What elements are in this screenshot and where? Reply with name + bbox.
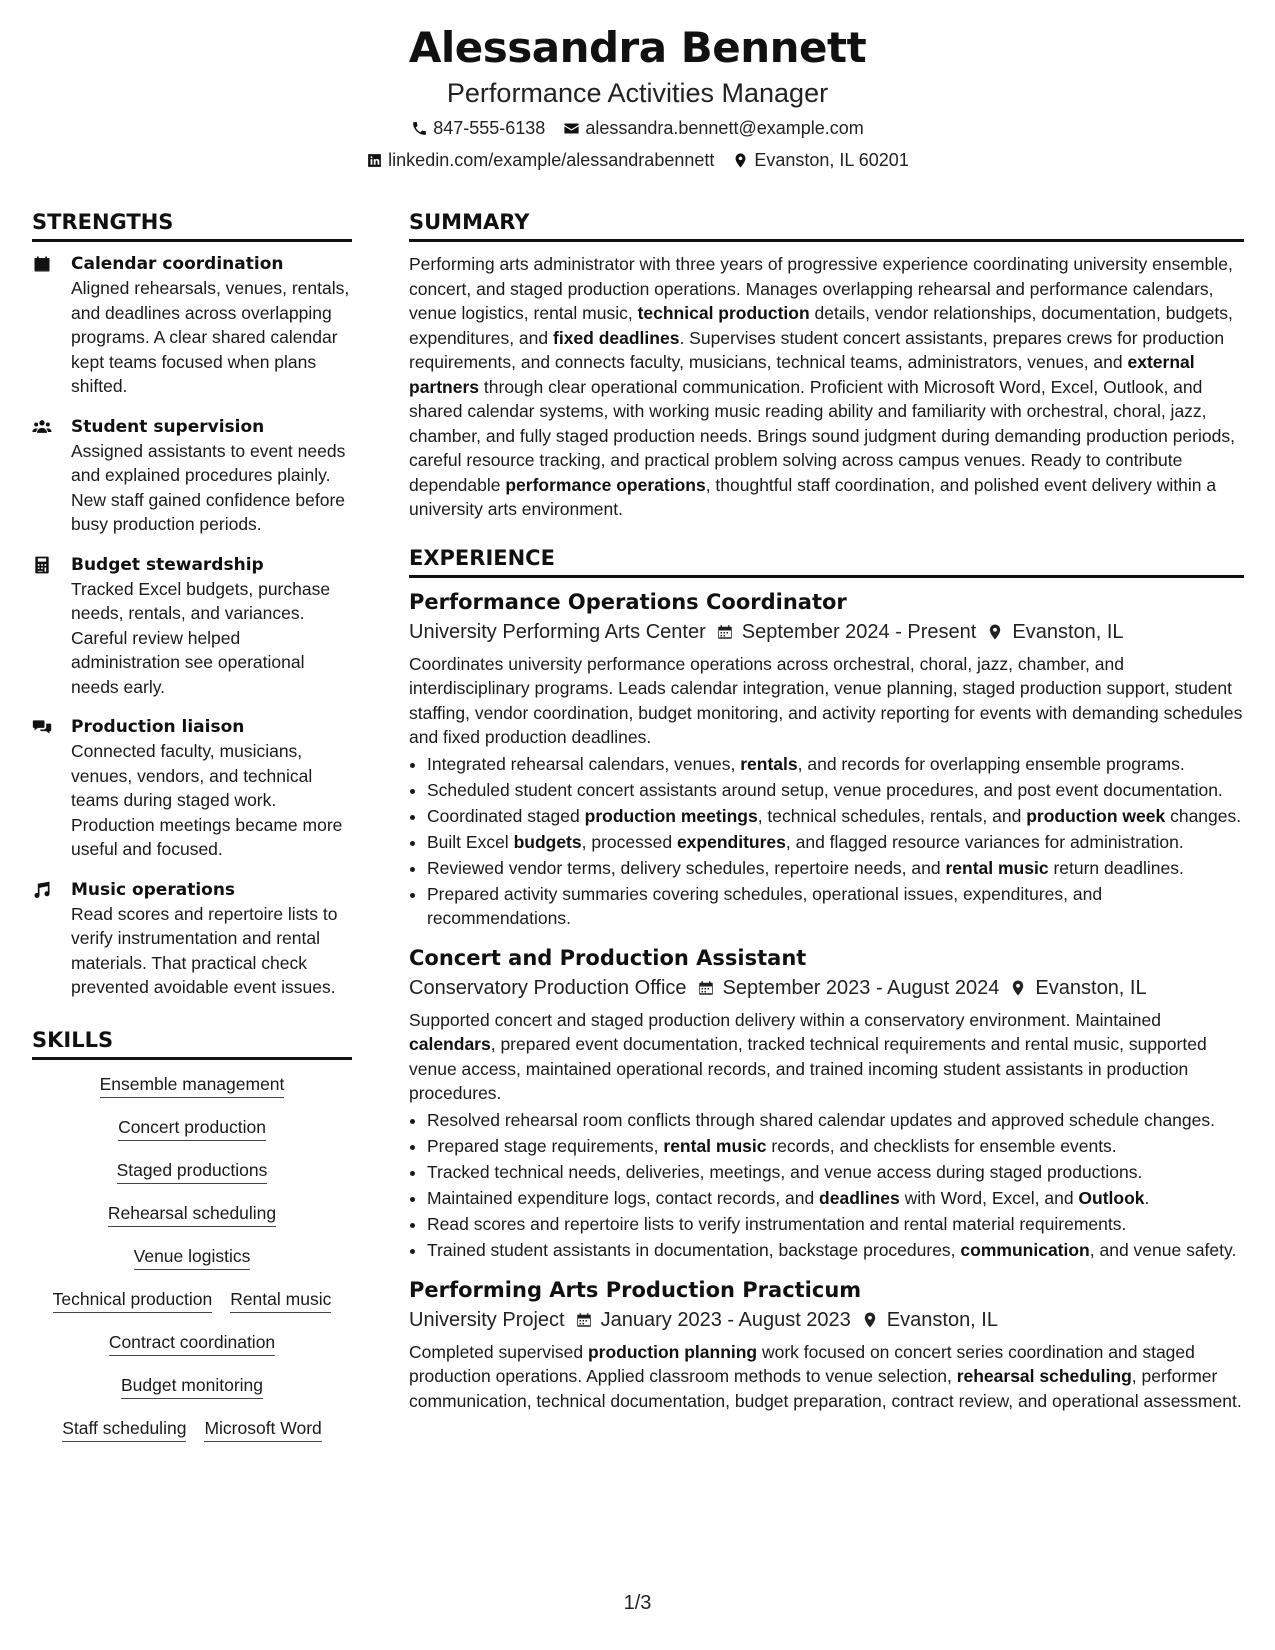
strength-desc: Assigned assistants to event needs and explained procedures plainly. New staff gained confidence before busy production periods.: [71, 440, 346, 534]
job-meta: [409, 1306, 1244, 1334]
skill-tag: Venue logistics: [134, 1244, 251, 1270]
job-bullet: [427, 1212, 1244, 1236]
job-bullets: [409, 1108, 1244, 1262]
linkedin-text: linkedin.com/example/alessandrabennett: [388, 150, 715, 170]
strength-item: [32, 715, 352, 862]
map-pin-icon: [1009, 979, 1027, 997]
skill-row: [32, 1330, 352, 1356]
skill-tag: Technical production: [53, 1287, 213, 1313]
summary-text: [409, 252, 1244, 522]
strength-desc: Tracked Excel budgets, purchase needs, rentals, and variances. Careful review helped administration see operational needs early.: [71, 578, 331, 697]
job-entry: [409, 944, 1244, 1262]
summary-heading: SUMMARY: [409, 208, 1244, 242]
job-organization: University Performing Arts Center: [409, 620, 706, 643]
calendar-icon: [697, 979, 715, 997]
skill-tag: Microsoft Word: [204, 1416, 321, 1442]
skill-row: [32, 1115, 352, 1141]
job-dates: January 2023 - August 2023: [600, 1308, 851, 1331]
text-run: Maintained expenditure logs, contact records, and: [427, 1187, 820, 1208]
bold-keyword: Outlook: [1078, 1187, 1145, 1208]
contact-linkedin[interactable]: [366, 148, 714, 172]
text-run: , processed: [581, 831, 677, 852]
skill-tag: Ensemble management: [100, 1072, 285, 1098]
job-location: Evanston, IL: [1035, 976, 1147, 999]
right-column: [409, 208, 1244, 1427]
text-run: details, vendor relationships, documentation, budgets, expenditures, and: [409, 303, 1233, 348]
text-run: . Supervises student concert assistants, prepares crews for production requirements, and connects faculty, musicians, technical teams, administrators, venues, and: [409, 327, 1225, 372]
strength-desc: Aligned rehearsals, venues, rentals, and deadlines across overlapping programs. A clear shared calendar kept teams focused when plans shifted.: [71, 278, 350, 396]
bold-keyword: production week: [1026, 805, 1166, 826]
skill-tag: Staged productions: [117, 1158, 268, 1184]
text-run: Prepared stage requirements,: [427, 1135, 664, 1156]
candidate-title: Performance Activities Manager: [446, 78, 829, 108]
job-dates: September 2023 - August 2024: [722, 976, 1000, 999]
skills-heading: SKILLS: [32, 1026, 352, 1060]
contact-email[interactable]: [563, 116, 863, 140]
text-run: Resolved rehearsal room conflicts through shared calendar updates and approved schedule changes.: [427, 1109, 1215, 1130]
candidate-name: Alessandra Bennett: [408, 23, 867, 72]
job-title: Concert and Production Assistant: [409, 945, 807, 970]
job-organization: Conservatory Production Office: [409, 976, 687, 999]
job-bullet: [427, 830, 1244, 854]
strength-item: [32, 252, 352, 399]
skill-row: [32, 1201, 352, 1227]
job-title: Performing Arts Production Practicum: [409, 1277, 862, 1302]
skills-list: [32, 1072, 352, 1442]
map-pin-icon: [986, 623, 1004, 641]
calendar-icon: [575, 1311, 593, 1329]
linkedin-icon: [366, 152, 383, 169]
job-bullet: [427, 856, 1244, 880]
bold-keyword: budgets: [513, 831, 582, 852]
email-text: alessandra.bennett@example.com: [585, 118, 864, 138]
skill-row: [32, 1244, 352, 1270]
skill-tag: Budget monitoring: [121, 1373, 263, 1399]
text-run: , and venue safety.: [1089, 1239, 1237, 1260]
text-run: with Word, Excel, and: [899, 1187, 1079, 1208]
strength-item: [32, 415, 352, 537]
experience-heading: EXPERIENCE: [409, 544, 1244, 578]
text-run: records, and checklists for ensemble events.: [766, 1135, 1117, 1156]
contact-row-1: [0, 116, 1275, 140]
job-location: Evanston, IL: [886, 1308, 998, 1331]
skill-row: [32, 1072, 352, 1098]
calendar-icon: [32, 254, 54, 274]
text-run: Coordinates university performance operations across orchestral, choral, jazz, chamber, and interdisciplinary programs. Leads calendar integration, venue planning, staged production support, student staffing, vendor coordination, budget monitoring, and activity reporting for events with demanding schedules and fixed production deadlines.: [409, 653, 1243, 747]
text-run: Scheduled student concert assistants around setup, venue procedures, and post event documentation.: [427, 779, 1223, 800]
music-icon: [32, 880, 54, 900]
bold-keyword: production meetings: [584, 805, 758, 826]
skill-row: [32, 1416, 352, 1442]
resume-header: [0, 22, 1275, 172]
text-run: , and records for overlapping ensemble programs.: [797, 753, 1185, 774]
text-run: Completed supervised: [409, 1341, 588, 1362]
skill-tag: Rental music: [230, 1287, 331, 1313]
bold-keyword: fixed deadlines: [553, 327, 680, 348]
text-run: Read scores and repertoire lists to verify instrumentation and rental material requirements.: [427, 1213, 1127, 1234]
text-run: Integrated rehearsal calendars, venues,: [427, 753, 741, 774]
text-run: Coordinated staged: [427, 805, 585, 826]
strength-title: Music operations: [71, 879, 236, 900]
text-run: through clear operational communication. Proficient with Microsoft Word, Excel, Outlook, and shared calendar systems, with working music reading ability and familiarity with orchestral, choral, jazz, chamber, and fully staged production needs. Brings sound judgment during demanding production periods, careful resource tracking, and practical problem solving across campus venues. Ready to contribute dependable: [409, 376, 1235, 495]
map-pin-icon: [861, 1311, 879, 1329]
job-bullet: [427, 1160, 1244, 1184]
text-run: work focused on concert series coordination and staged production operations. Applied classroom methods to venue selection,: [409, 1341, 1195, 1386]
bold-keyword: calendars: [409, 1034, 491, 1054]
strength-title: Budget stewardship: [71, 554, 264, 575]
job-organization: University Project: [409, 1308, 565, 1331]
bold-keyword: communication: [960, 1239, 1090, 1260]
calculator-icon: [32, 555, 54, 575]
phone-icon: [411, 120, 428, 137]
envelope-icon: [563, 120, 580, 137]
strength-desc: Connected faculty, musicians, venues, vendors, and technical teams during staged work. Production meetings became more useful and focused.: [71, 741, 343, 859]
job-bullet: [427, 778, 1244, 802]
text-run: , technical schedules, rentals, and: [757, 805, 1027, 826]
strength-title: Production liaison: [71, 717, 245, 737]
text-run: Prepared activity summaries covering schedules, operational issues, expenditures, and recommendations.: [427, 883, 1103, 928]
text-run: , thoughtful staff coordination, and polished event delivery within a university arts environment.: [409, 474, 1217, 519]
skill-tag: Rehearsal scheduling: [108, 1201, 276, 1227]
bold-keyword: rental music: [663, 1135, 767, 1156]
job-bullet: [427, 1186, 1244, 1210]
bold-keyword: external partners: [409, 352, 1195, 397]
contact-row-2: [0, 148, 1275, 172]
job-bullet: [427, 1134, 1244, 1158]
job-meta: [409, 974, 1244, 1002]
job-bullet: [427, 882, 1244, 930]
text-run: Built Excel: [427, 831, 514, 852]
job-location: Evanston, IL: [1012, 620, 1124, 643]
text-run: Trained student assistants in documentation, backstage procedures,: [427, 1239, 961, 1260]
skill-tag: Staff scheduling: [62, 1416, 186, 1442]
job-description: [409, 652, 1244, 750]
strength-item: [32, 553, 352, 700]
skill-tag: Concert production: [118, 1115, 266, 1141]
comments-icon: [32, 717, 54, 737]
skill-row: [32, 1287, 352, 1313]
job-description: [409, 1340, 1244, 1414]
text-run: Reviewed vendor terms, delivery schedules, repertoire needs, and: [427, 857, 946, 878]
location-text: Evanston, IL 60201: [754, 150, 909, 170]
job-entry: [409, 1276, 1244, 1414]
jobs-list: [409, 588, 1244, 1414]
map-pin-icon: [732, 152, 749, 169]
text-run: Performing arts administrator with three years of progressive experience coordinating university ensemble, concert, and staged production operations. Manages overlapping rehearsal and performance calendars, venue logistics, rental music,: [409, 254, 1233, 323]
text-run: , performer communication, technical documentation, budget preparation, contract review, and operational assessment.: [409, 1366, 1242, 1411]
skill-row: [32, 1373, 352, 1399]
contact-phone[interactable]: [411, 116, 545, 140]
job-description: [409, 1008, 1244, 1106]
users-icon: [32, 417, 54, 437]
job-meta: [409, 618, 1244, 646]
strengths-heading: STRENGTHS: [32, 208, 352, 242]
skill-row: [32, 1158, 352, 1184]
calendar-icon: [716, 623, 734, 641]
text-run: .: [1144, 1187, 1150, 1208]
bold-keyword: expenditures: [676, 831, 786, 852]
strength-title: Calendar coordination: [71, 254, 284, 274]
text-run: changes.: [1165, 805, 1242, 826]
bold-keyword: technical production: [637, 303, 810, 323]
bold-keyword: rehearsal scheduling: [956, 1366, 1132, 1386]
strength-item: [32, 878, 352, 1000]
bold-keyword: production planning: [587, 1341, 758, 1362]
bold-keyword: rental music: [945, 857, 1049, 878]
contact-location: [732, 148, 908, 172]
bold-keyword: rentals: [740, 753, 798, 774]
text-run: return deadlines.: [1048, 857, 1184, 878]
job-bullet: [427, 1108, 1244, 1132]
text-run: Tracked technical needs, deliveries, meetings, and venue access during staged productions.: [427, 1161, 1143, 1182]
text-run: , prepared event documentation, tracked technical requirements and rental music, supported venue access, maintained operational records, and trained incoming student assistants in production procedures.: [409, 1034, 1207, 1103]
text-run: Supported concert and staged production delivery within a conservatory environment. Maintained: [409, 1009, 1161, 1030]
skill-tag: Contract coordination: [109, 1330, 275, 1356]
job-dates: September 2024 - Present: [741, 620, 977, 643]
job-bullet: [427, 804, 1244, 828]
phone-text: 847-555-6138: [433, 118, 546, 138]
job-title: Performance Operations Coordinator: [409, 589, 847, 614]
job-bullet: [427, 752, 1244, 776]
left-column: [32, 208, 352, 1442]
strengths-list: [32, 252, 352, 1000]
strength-desc: Read scores and repertoire lists to verify instrumentation and rental materials. That practical check prevented avoidable event issues.: [71, 903, 338, 997]
job-bullet: [427, 1238, 1244, 1262]
page-number: 1/3: [623, 1592, 652, 1614]
text-run: , and flagged resource variances for administration.: [785, 831, 1184, 852]
strength-title: Student supervision: [71, 416, 265, 437]
job-entry: [409, 588, 1244, 930]
job-bullets: [409, 752, 1244, 930]
bold-keyword: performance operations: [505, 474, 706, 495]
bold-keyword: deadlines: [819, 1187, 900, 1208]
